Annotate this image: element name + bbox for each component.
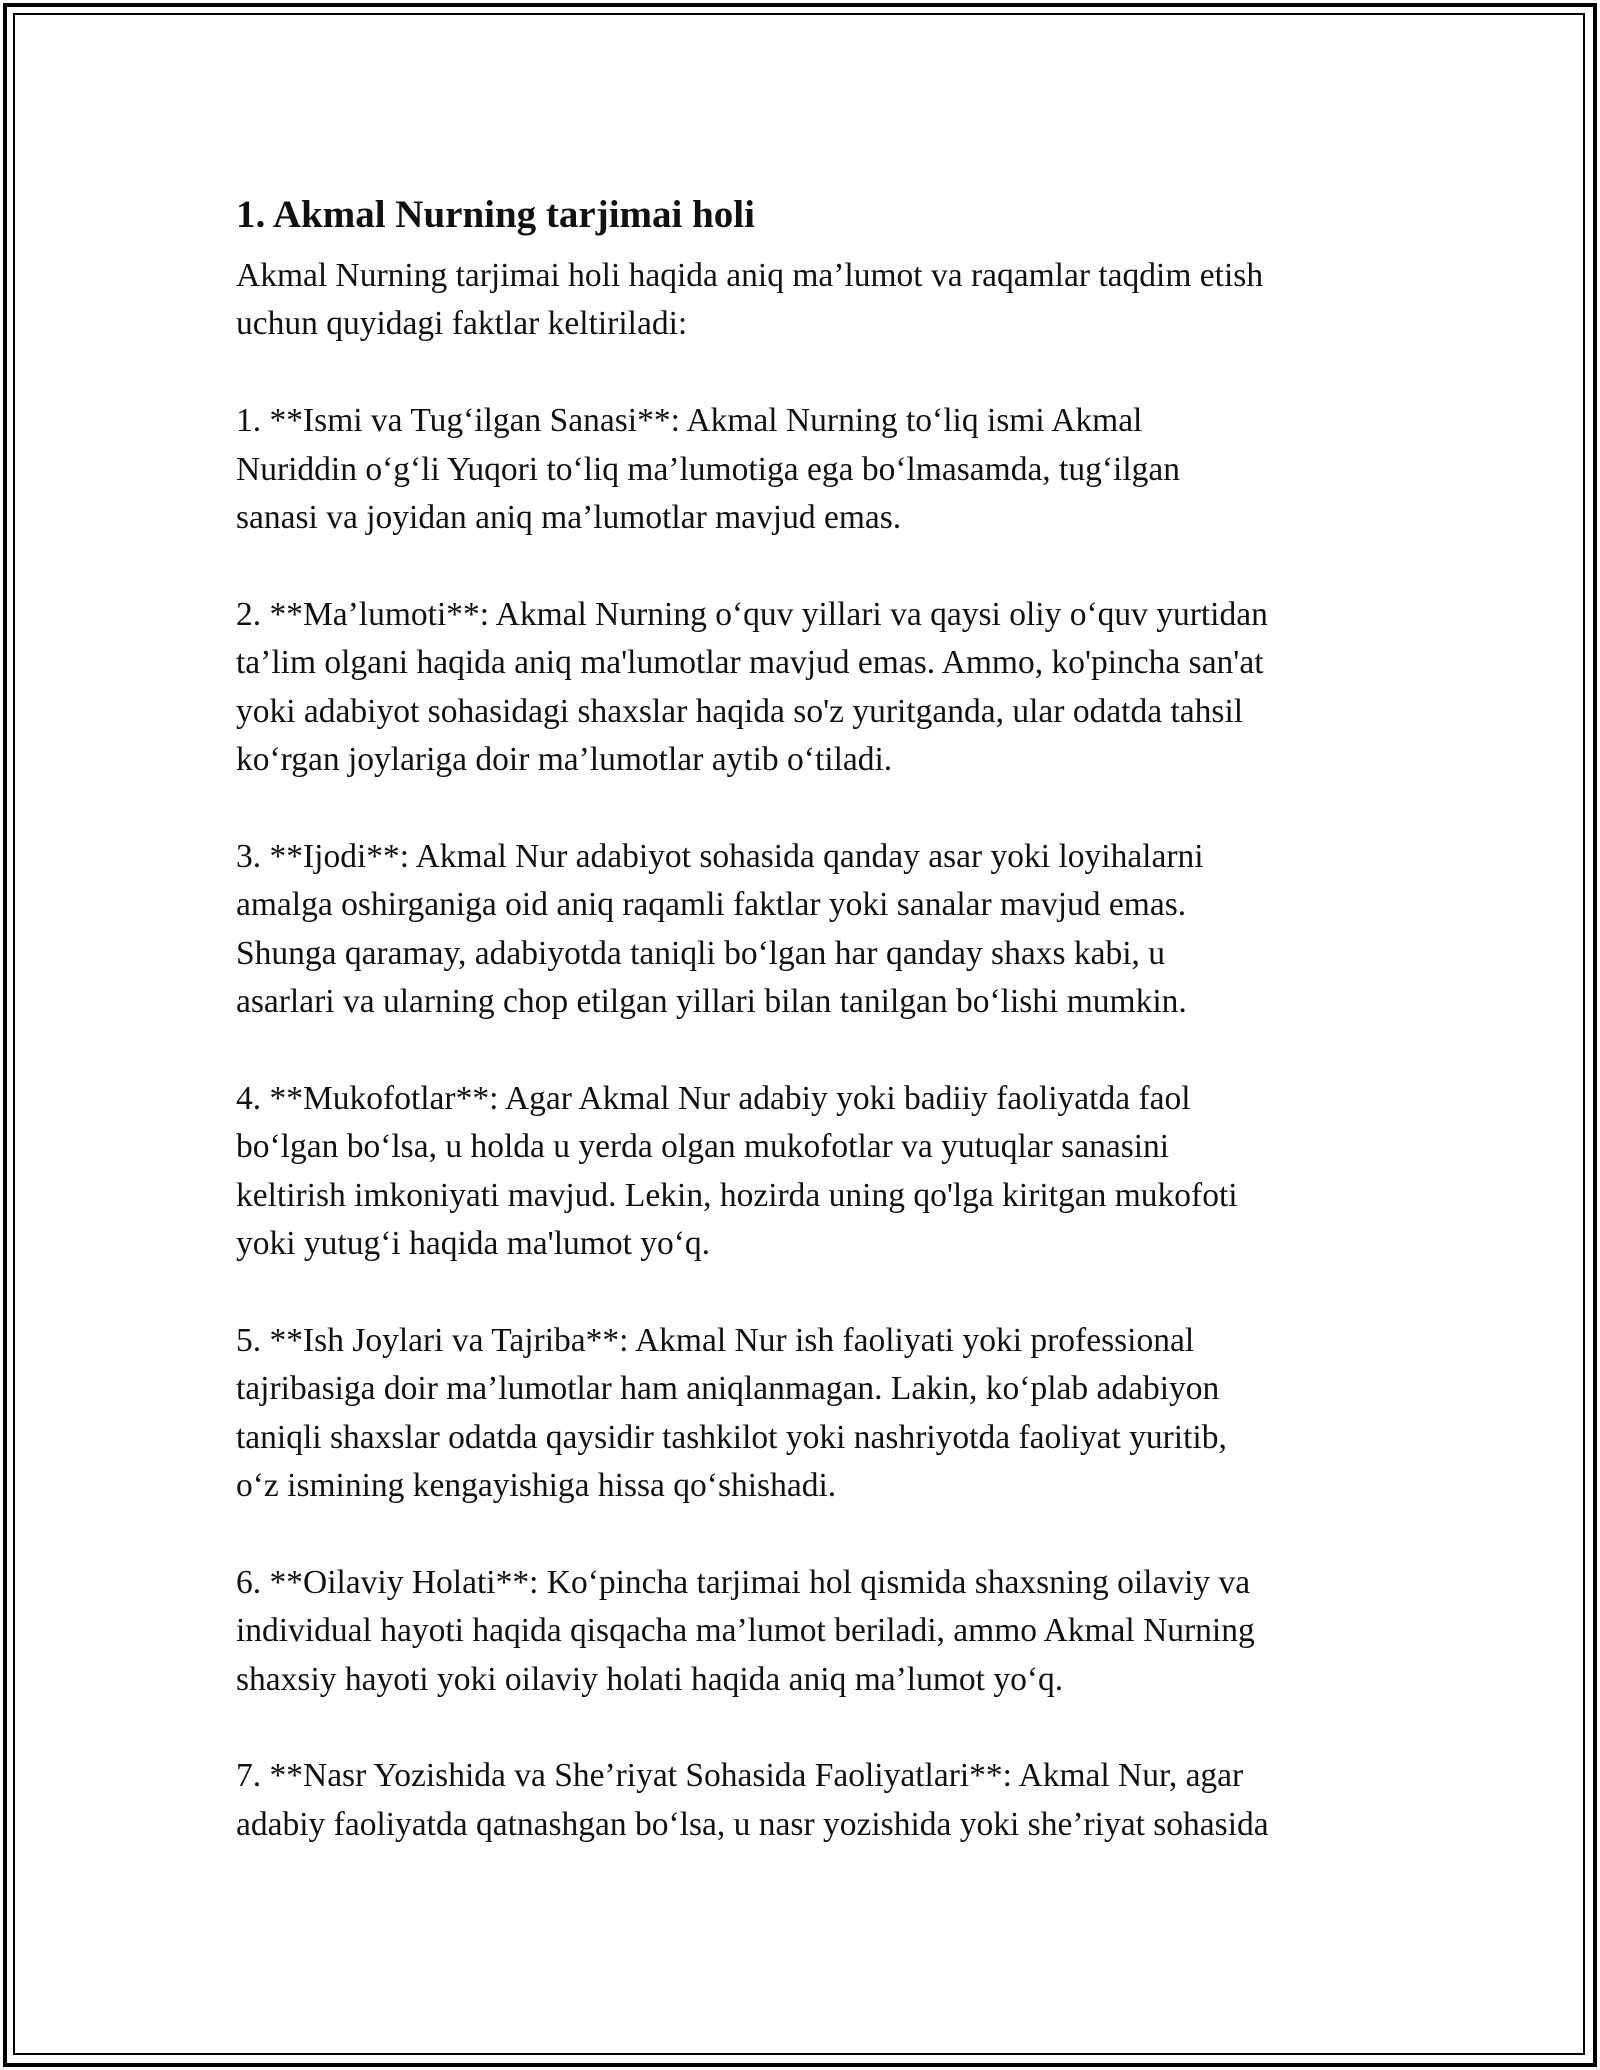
list-item-prose-poetry: 7. **Nasr Yozishida va She’riyat Sohasida Faoliyatlari**: Akmal Nur, agar adabiy faoliyatda qatnashgan bo‘lsa, u nasr yozishida yoki she’riyat sohasida [236, 1757, 1269, 1843]
list-item-family: 6. **Oilaviy Holati**: Ko‘pincha tarjimai hol qismida shaxsning oilaviy va individual hayoti haqida qisqacha ma’lumot beriladi, ammo Akmal Nurning shaxsiy hayoti yoki oilaviy holati haqida aniq ma’lumot yo‘q. [236, 1563, 1255, 1698]
document-body [236, 182, 1386, 1849]
intro-paragraph: Akmal Nurning tarjimai holi haqida aniq ma’lumot va raqamlar taqdim etish uchun quyidagi faktlar keltiriladi: [236, 257, 1264, 343]
list-item-work-experience: 5. **Ish Joylari va Tajriba**: Akmal Nur ish faoliyati yoki professional tajribasiga doir ma’lumotlar ham aniqlanmagan. Lakin, ko‘plab adabiyon taniqli shaxslar odatda qaysidir tashkilot yoki nashriyotda faoliyat yuritib, o‘z ismining kengayishiga hissa qo‘shishadi. [236, 1321, 1227, 1505]
section-heading: 1. Akmal Nurning tarjimai holi [236, 193, 755, 236]
list-item-education: 2. **Ma’lumoti**: Akmal Nurning o‘quv yillari va qaysi oliy o‘quv yurtidan ta’lim olgani haqida aniq ma'lumotlar mavjud emas. Ammo, ko'pincha san'at yoki adabiyot sohasidagi shaxslar haqida so'z yuritganda, ular odatda tahsil ko‘rgan joylariga doir ma’lumotlar aytib o‘tiladi. [236, 595, 1268, 779]
list-item-awards: 4. **Mukofotlar**: Agar Akmal Nur adabiy yoki badiiy faoliyatda faol bo‘lgan bo‘lsa, u holda u yerda olgan mukofotlar va yutuqlar sanasini keltirish imkoniyati mavjud. Lekin, hozirda uning qo'lga kiritgan mukofoti yoki yutug‘i haqida ma'lumot yo‘q. [236, 1079, 1238, 1263]
list-item-birth: 1. **Ismi va Tug‘ilgan Sanasi**: Akmal Nurning to‘liq ismi Akmal Nuriddin o‘g‘li Yuqori to‘liq ma’lumotiga ega bo‘lmasamda, tug‘ilgan sanasi va joyidan aniq ma’lumotlar mavjud emas. [236, 402, 1181, 537]
list-item-creative-work: 3. **Ijodi**: Akmal Nur adabiyot sohasida qanday asar yoki loyihalarni amalga oshirganiga oid aniq raqamli faktlar yoki sanalar mavjud emas. Shunga qaramay, adabiyotda taniqli bo‘lgan har qanday shaxs kabi, u asarlari va ularning chop etilgan yillari bilan tanilgan bo‘lishi mumkin. [236, 837, 1204, 1021]
